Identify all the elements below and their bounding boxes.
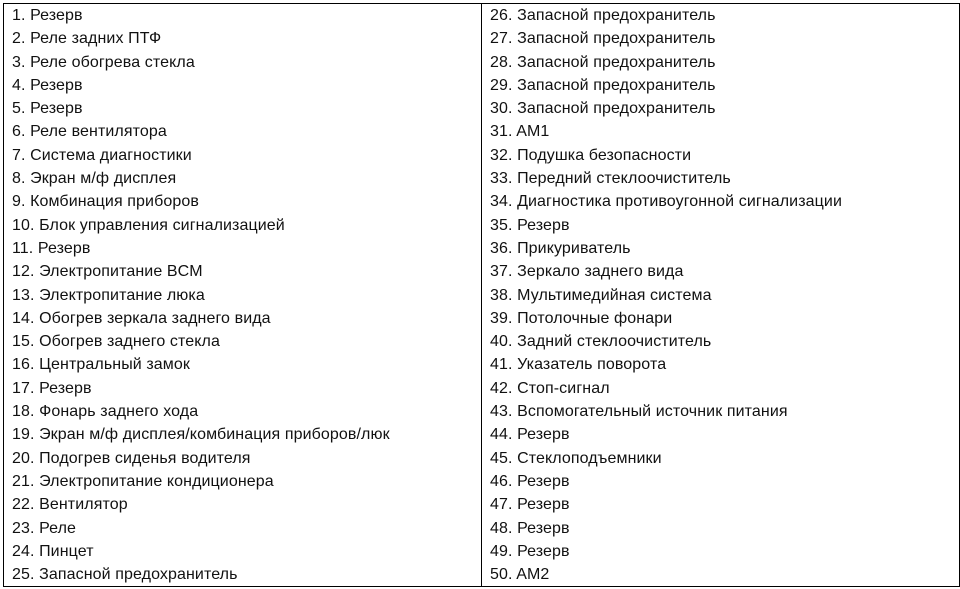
table-row: [4, 4, 960, 587]
list-item: 10. Блок управления сигнализацией: [12, 216, 285, 234]
list-item: 20. Подогрев сиденья водителя: [12, 449, 251, 467]
list-item: 35. Резерв: [490, 216, 570, 234]
right-column-cell: [482, 4, 960, 587]
list-item: 8. Экран м/ф дисплея: [12, 170, 177, 188]
list-item: 36. Прикуриватель: [490, 239, 631, 257]
list-item: 14. Обогрев зеркала заднего вида: [12, 309, 271, 327]
list-item: 17. Резерв: [12, 379, 92, 397]
list-item: 25. Запасной предохранитель: [12, 566, 238, 584]
list-item: 13. Электропитание люка: [12, 286, 205, 304]
list-item: 26. Запасной предохранитель: [490, 7, 716, 24]
list-item: 27. Запасной предохранитель: [490, 30, 716, 48]
list-item: 9. Комбинация приборов: [12, 193, 199, 211]
list-item: 44. Резерв: [490, 426, 570, 444]
list-item: 29. Запасной предохранитель: [490, 76, 716, 94]
list-item: 34. Диагностика противоугонной сигнализации: [490, 193, 842, 211]
list-item: 23. Реле: [12, 519, 77, 537]
list-item: 2. Реле задних ПТФ: [12, 30, 162, 48]
list-item: 4. Резерв: [12, 76, 83, 94]
list-item: 49. Резерв: [490, 542, 570, 560]
left-column-cell: [4, 4, 482, 587]
list-item: 7. Система диагностики: [12, 146, 192, 164]
list-item: 40. Задний стеклоочиститель: [490, 333, 712, 351]
list-item: 3. Реле обогрева стекла: [12, 53, 195, 71]
list-item: 42. Стоп-сигнал: [490, 379, 610, 397]
fuse-list-table: [3, 3, 960, 587]
list-item: 22. Вентилятор: [12, 496, 128, 514]
list-item: 19. Экран м/ф дисплея/комбинация приборов/люк: [12, 426, 390, 444]
list-item: 47. Резерв: [490, 496, 570, 514]
list-item: 50. AM2: [490, 566, 550, 584]
list-item: 18. Фонарь заднего хода: [12, 403, 199, 421]
list-item: 12. Электропитание BCM: [12, 263, 203, 281]
list-item: 45. Стеклоподъемники: [490, 449, 662, 467]
list-item: 30. Запасной предохранитель: [490, 100, 716, 118]
list-item: 43. Вспомогательный источник питания: [490, 403, 788, 421]
list-item: 48. Резерв: [490, 519, 570, 537]
list-item: 1. Резерв: [12, 7, 83, 24]
list-item: 21. Электропитание кондиционера: [12, 472, 274, 490]
list-item: 39. Потолочные фонари: [490, 309, 673, 327]
list-item: 32. Подушка безопасности: [490, 146, 692, 164]
list-item: 24. Пинцет: [12, 542, 94, 560]
list-item: 15. Обогрев заднего стекла: [12, 333, 220, 351]
list-item: 38. Мультимедийная система: [490, 286, 712, 304]
list-item: 41. Указатель поворота: [490, 356, 667, 374]
list-item: 37. Зеркало заднего вида: [490, 263, 684, 281]
list-item: 31. AM1: [490, 123, 550, 141]
list-item: 11. Резерв: [12, 239, 91, 257]
list-item: 46. Резерв: [490, 472, 570, 490]
list-item: 28. Запасной предохранитель: [490, 53, 716, 71]
list-item: 5. Резерв: [12, 100, 83, 118]
list-item: 6. Реле вентилятора: [12, 123, 167, 141]
list-item: 33. Передний стеклоочиститель: [490, 170, 731, 188]
list-item: 16. Центральный замок: [12, 356, 191, 374]
